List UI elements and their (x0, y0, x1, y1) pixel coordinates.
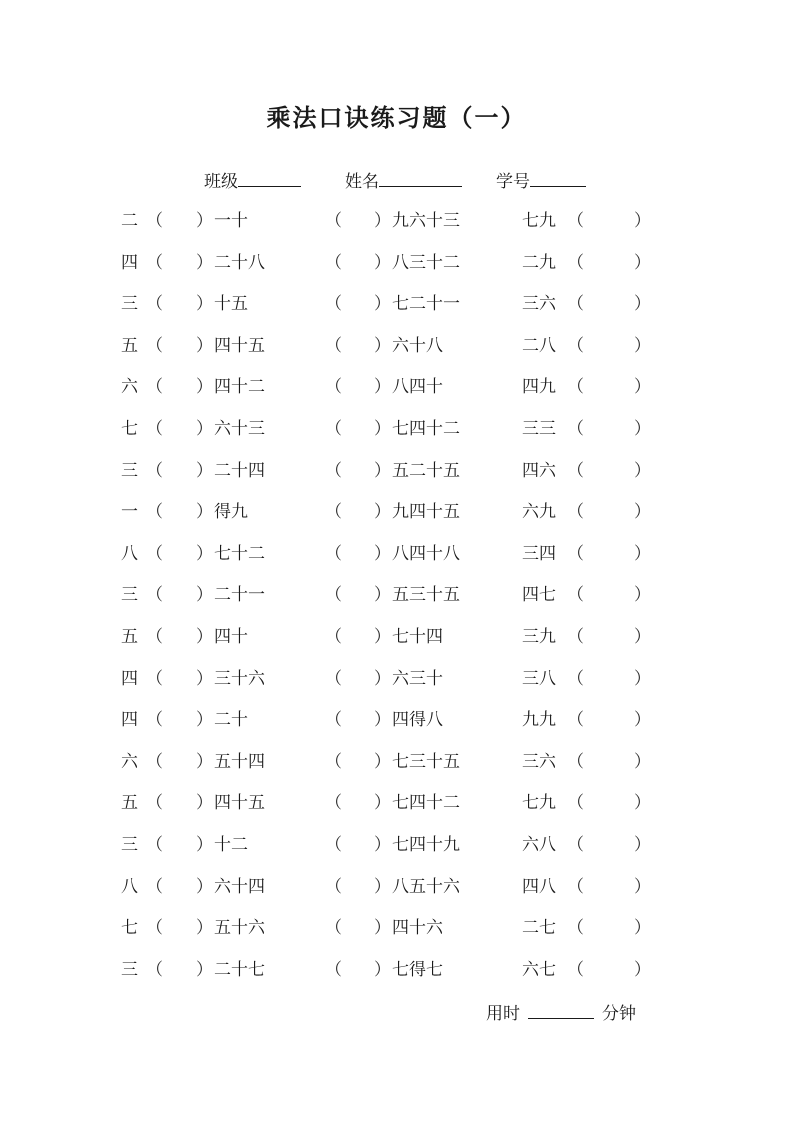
col1-given-factor: 四 (121, 668, 138, 689)
col1-given-factor: 六 (121, 751, 138, 772)
col1-blank-close[interactable]: ） (196, 918, 213, 939)
exercise-row (0, 207, 793, 249)
col1-product: 二十四 (214, 460, 265, 481)
col3-blank-open[interactable]: （ (567, 585, 584, 606)
col3-factors: 六七 (522, 959, 556, 980)
col3-blank-close[interactable]: ） (634, 626, 651, 647)
col1-product: 一十 (214, 211, 248, 231)
col1-blank-open[interactable]: （ (146, 918, 163, 939)
col3-blank-close[interactable]: ） (634, 918, 651, 939)
col1-blank-open[interactable]: （ (146, 211, 163, 231)
col3-factors: 七九 (522, 793, 556, 814)
col2-blank-open[interactable]: （ (325, 668, 342, 689)
col2-blank-open[interactable]: （ (325, 751, 342, 772)
time-used-blank[interactable] (528, 1000, 594, 1019)
col3-factors: 二八 (522, 335, 556, 356)
exercise-row (0, 415, 793, 457)
student-id-field (496, 168, 586, 194)
col3-factors: 九九 (522, 710, 556, 731)
col2-blank-close[interactable]: ） (374, 543, 391, 564)
col1-blank-open[interactable]: （ (146, 252, 163, 273)
exercise-row (0, 290, 793, 332)
col1-blank-open[interactable]: （ (146, 668, 163, 689)
exercise-row (0, 831, 793, 873)
exercise-row (0, 623, 793, 665)
col1-blank-open[interactable]: （ (146, 793, 163, 814)
col1-blank-open[interactable]: （ (146, 585, 163, 606)
col1-given-factor: 五 (121, 335, 138, 356)
col1-given-factor: 一 (121, 502, 138, 523)
col1-given-factor: 五 (121, 793, 138, 814)
col2-product: 五三十五 (392, 585, 460, 606)
col3-blank-close[interactable]: ） (634, 543, 651, 564)
col1-blank-open[interactable]: （ (146, 959, 163, 980)
col3-blank-open[interactable]: （ (567, 959, 584, 980)
col3-blank-open[interactable]: （ (567, 502, 584, 523)
col1-blank-open[interactable]: （ (146, 751, 163, 772)
col1-blank-open[interactable]: （ (146, 294, 163, 315)
col3-blank-open[interactable]: （ (567, 918, 584, 939)
exercise-row (0, 706, 793, 748)
col1-blank-close[interactable]: ） (196, 834, 213, 855)
col2-blank-open[interactable]: （ (325, 252, 342, 273)
exercise-row (0, 249, 793, 291)
col2-blank-open[interactable]: （ (325, 377, 342, 398)
col3-blank-open[interactable]: （ (567, 710, 584, 731)
col3-blank-close[interactable]: ） (634, 418, 651, 439)
col2-blank-open[interactable]: （ (325, 959, 342, 980)
minutes-label: 分钟 (602, 1004, 636, 1024)
col1-blank-close[interactable]: ） (196, 418, 213, 439)
col1-blank-open[interactable]: （ (146, 834, 163, 855)
col3-blank-open[interactable]: （ (567, 418, 584, 439)
col3-blank-close[interactable]: ） (634, 959, 651, 980)
col3-blank-close[interactable]: ） (634, 876, 651, 897)
col3-blank-close[interactable]: ） (634, 751, 651, 772)
col3-blank-close[interactable]: ） (634, 460, 651, 481)
col1-product: 二十八 (214, 252, 265, 273)
time-used-field (486, 1000, 636, 1026)
time-used-label: 用时 (486, 1004, 520, 1024)
col2-product: 六三十 (392, 668, 443, 689)
exercise-row (0, 540, 793, 582)
col2-product: 八四十八 (392, 543, 460, 564)
col1-product: 十二 (214, 834, 248, 855)
col2-product: 八五十六 (392, 876, 460, 897)
col2-blank-open[interactable]: （ (325, 335, 342, 356)
exercise-row (0, 873, 793, 915)
col2-blank-close[interactable]: ） (374, 460, 391, 481)
col1-blank-open[interactable]: （ (146, 543, 163, 564)
exercise-row (0, 789, 793, 831)
col1-product: 六十三 (214, 418, 265, 439)
col3-blank-open[interactable]: （ (567, 876, 584, 897)
class-blank[interactable] (238, 168, 301, 187)
col2-blank-close[interactable]: ） (374, 418, 391, 439)
col2-blank-close[interactable]: ） (374, 710, 391, 731)
col1-product: 四十 (214, 626, 248, 647)
col3-factors: 三三 (522, 418, 556, 439)
col3-blank-open[interactable]: （ (567, 252, 584, 273)
col1-product: 三十六 (214, 668, 265, 689)
col1-blank-open[interactable]: （ (146, 710, 163, 731)
col1-given-factor: 三 (121, 834, 138, 855)
col1-product: 二十一 (214, 585, 265, 606)
col1-blank-open[interactable]: （ (146, 502, 163, 523)
col3-blank-close[interactable]: ） (634, 502, 651, 523)
col2-blank-open[interactable]: （ (325, 918, 342, 939)
name-label: 姓名 (345, 172, 379, 192)
col3-blank-open[interactable]: （ (567, 211, 584, 231)
col1-blank-close[interactable]: ） (196, 335, 213, 356)
col2-blank-open[interactable]: （ (325, 543, 342, 564)
col3-blank-close[interactable]: ） (634, 834, 651, 855)
col3-blank-open[interactable]: （ (567, 335, 584, 356)
col3-blank-close[interactable]: ） (634, 211, 651, 231)
col2-blank-open[interactable]: （ (325, 418, 342, 439)
col2-blank-close[interactable]: ） (374, 252, 391, 273)
col1-blank-close[interactable]: ） (196, 502, 213, 523)
class-label: 班级 (204, 172, 238, 192)
col3-blank-open[interactable]: （ (567, 294, 584, 315)
col3-factors: 三九 (522, 626, 556, 647)
col2-blank-close[interactable]: ） (374, 335, 391, 356)
col1-product: 六十四 (214, 876, 265, 897)
col1-product: 四十二 (214, 377, 265, 398)
col1-given-factor: 四 (121, 710, 138, 731)
col3-factors: 四七 (522, 585, 556, 606)
col3-blank-open[interactable]: （ (567, 793, 584, 814)
col3-blank-open[interactable]: （ (567, 377, 584, 398)
col1-given-factor: 三 (121, 294, 138, 315)
col1-blank-close[interactable]: ） (196, 543, 213, 564)
col1-product: 得九 (214, 502, 248, 523)
col1-blank-close[interactable]: ） (196, 252, 213, 273)
col3-blank-close[interactable]: ） (634, 294, 651, 315)
col2-product: 四十六 (392, 918, 443, 939)
exercise-list (0, 207, 793, 997)
col2-blank-open[interactable]: （ (325, 211, 342, 231)
col1-blank-close[interactable]: ） (196, 211, 213, 231)
col1-given-factor: 八 (121, 543, 138, 564)
col2-product: 七二十一 (392, 294, 460, 315)
col1-blank-close[interactable]: ） (196, 751, 213, 772)
col1-blank-close[interactable]: ） (196, 626, 213, 647)
col1-given-factor: 三 (121, 585, 138, 606)
col1-product: 五十四 (214, 751, 265, 772)
col1-blank-close[interactable]: ） (196, 294, 213, 315)
col1-product: 十五 (214, 294, 248, 315)
col1-blank-close[interactable]: ） (196, 460, 213, 481)
col3-blank-open[interactable]: （ (567, 626, 584, 647)
col1-blank-open[interactable]: （ (146, 335, 163, 356)
col1-blank-open[interactable]: （ (146, 460, 163, 481)
col3-blank-open[interactable]: （ (567, 751, 584, 772)
student-id-label: 学号 (496, 172, 530, 192)
col3-factors: 三六 (522, 751, 556, 772)
col1-given-factor: 八 (121, 876, 138, 897)
col3-factors: 三四 (522, 543, 556, 564)
col2-blank-close[interactable]: ） (374, 793, 391, 814)
col2-product: 四得八 (392, 710, 443, 731)
col3-blank-close[interactable]: ） (634, 585, 651, 606)
col3-blank-open[interactable]: （ (567, 460, 584, 481)
col1-blank-open[interactable]: （ (146, 377, 163, 398)
col3-blank-open[interactable]: （ (567, 834, 584, 855)
col2-blank-close[interactable]: ） (374, 751, 391, 772)
exercise-row (0, 373, 793, 415)
col2-blank-open[interactable]: （ (325, 710, 342, 731)
col2-blank-close[interactable]: ） (374, 834, 391, 855)
col3-factors: 六九 (522, 502, 556, 523)
col1-blank-close[interactable]: ） (196, 876, 213, 897)
student-id-blank[interactable] (530, 168, 586, 187)
col2-blank-open[interactable]: （ (325, 626, 342, 647)
col1-blank-close[interactable]: ） (196, 668, 213, 689)
col1-product: 四十五 (214, 335, 265, 356)
exercise-row (0, 581, 793, 623)
col1-blank-close[interactable]: ） (196, 377, 213, 398)
col2-product: 五二十五 (392, 460, 460, 481)
col1-blank-open[interactable]: （ (146, 626, 163, 647)
col1-given-factor: 五 (121, 626, 138, 647)
col2-blank-open[interactable]: （ (325, 294, 342, 315)
col2-blank-close[interactable]: ） (374, 211, 391, 231)
col2-blank-open[interactable]: （ (325, 834, 342, 855)
col3-blank-open[interactable]: （ (567, 543, 584, 564)
col2-product: 七四十二 (392, 793, 460, 814)
col2-blank-close[interactable]: ） (374, 668, 391, 689)
col2-product: 七十四 (392, 626, 443, 647)
col1-blank-close[interactable]: ） (196, 793, 213, 814)
col2-product: 八四十 (392, 377, 443, 398)
col1-given-factor: 二 (121, 211, 138, 231)
col3-factors: 四九 (522, 377, 556, 398)
col3-factors: 三六 (522, 294, 556, 315)
col3-factors: 四六 (522, 460, 556, 481)
class-field (204, 168, 301, 194)
col3-blank-close[interactable]: ） (634, 252, 651, 273)
col2-blank-close[interactable]: ） (374, 959, 391, 980)
col1-blank-close[interactable]: ） (196, 585, 213, 606)
col1-given-factor: 七 (121, 418, 138, 439)
col2-blank-close[interactable]: ） (374, 502, 391, 523)
exercise-row (0, 665, 793, 707)
page-title: 乘法口诀练习题（一） (266, 104, 527, 132)
col1-product: 七十二 (214, 543, 265, 564)
col1-product: 五十六 (214, 918, 265, 939)
col2-product: 六十八 (392, 335, 443, 356)
exercise-row (0, 332, 793, 374)
col2-blank-open[interactable]: （ (325, 876, 342, 897)
col1-given-factor: 三 (121, 959, 138, 980)
col1-product: 二十 (214, 710, 248, 731)
col3-factors: 四八 (522, 876, 556, 897)
col3-factors: 三八 (522, 668, 556, 689)
col3-factors: 二七 (522, 918, 556, 939)
exercise-row (0, 457, 793, 499)
col2-blank-close[interactable]: ） (374, 377, 391, 398)
col2-product: 八三十二 (392, 252, 460, 273)
col2-blank-close[interactable]: ） (374, 876, 391, 897)
col2-product: 七得七 (392, 959, 443, 980)
exercise-row (0, 956, 793, 998)
col3-blank-close[interactable]: ） (634, 710, 651, 731)
col1-given-factor: 七 (121, 918, 138, 939)
col2-blank-close[interactable]: ） (374, 626, 391, 647)
col1-blank-close[interactable]: ） (196, 959, 213, 980)
col2-blank-close[interactable]: ） (374, 918, 391, 939)
col2-blank-open[interactable]: （ (325, 793, 342, 814)
exercise-row (0, 498, 793, 540)
col2-product: 七四十九 (392, 834, 460, 855)
col1-blank-open[interactable]: （ (146, 876, 163, 897)
col1-given-factor: 三 (121, 460, 138, 481)
exercise-row (0, 748, 793, 790)
col3-factors: 二九 (522, 252, 556, 273)
col1-product: 二十七 (214, 959, 265, 980)
col1-given-factor: 四 (121, 252, 138, 273)
col2-product: 七四十二 (392, 418, 460, 439)
col3-blank-close[interactable]: ） (634, 377, 651, 398)
col3-factors: 六八 (522, 834, 556, 855)
exercise-row (0, 914, 793, 956)
col2-product: 七三十五 (392, 751, 460, 772)
col2-product: 九六十三 (392, 211, 460, 231)
col3-factors: 七九 (522, 211, 556, 231)
col2-blank-open[interactable]: （ (325, 502, 342, 523)
col3-blank-close[interactable]: ） (634, 335, 651, 356)
col1-blank-close[interactable]: ） (196, 710, 213, 731)
col1-product: 四十五 (214, 793, 265, 814)
col2-blank-open[interactable]: （ (325, 460, 342, 481)
col2-blank-open[interactable]: （ (325, 585, 342, 606)
col2-blank-close[interactable]: ） (374, 294, 391, 315)
col1-blank-open[interactable]: （ (146, 418, 163, 439)
col2-product: 九四十五 (392, 502, 460, 523)
name-field (345, 168, 462, 194)
name-blank[interactable] (379, 168, 462, 187)
col3-blank-close[interactable]: ） (634, 793, 651, 814)
col2-blank-close[interactable]: ） (374, 585, 391, 606)
col3-blank-open[interactable]: （ (567, 668, 584, 689)
col1-given-factor: 六 (121, 377, 138, 398)
col3-blank-close[interactable]: ） (634, 668, 651, 689)
